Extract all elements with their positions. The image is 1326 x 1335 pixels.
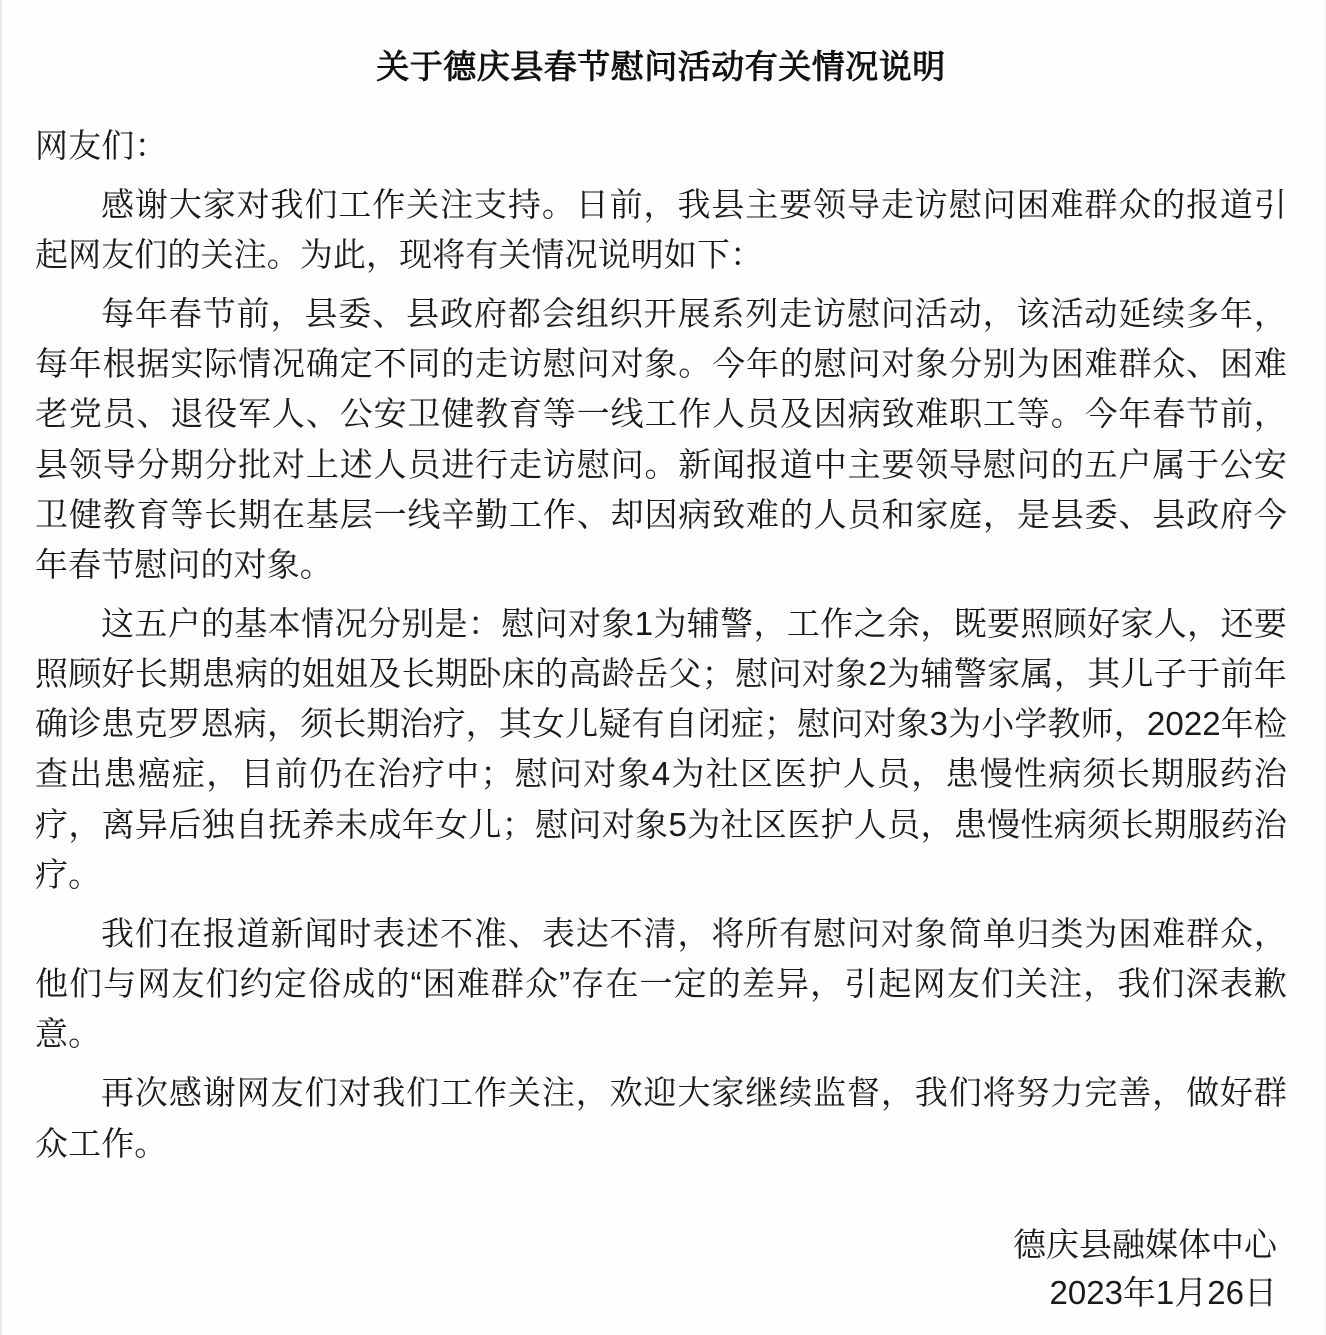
paragraph-5: 再次感谢网友们对我们工作关注，欢迎大家继续监督，我们将努力完善，做好群众工作。 [35,1074,1287,1162]
paragraph-1: 感谢大家对我们工作关注支持。日前，我县主要领导走访慰问困难群众的报道引起网友们的关注。为此，现将有关情况说明如下： [35,185,1287,273]
paragraph-3: 这五户的基本情况分别是：慰问对象1为辅警，工作之余，既要照顾好家人，还要照顾好长期患病的姐姐及长期卧床的高龄岳父；慰问对象2为辅警家属，其儿子于前年确诊患克罗恩病，须长期治疗，其女儿疑有自闭症；慰问对象3为小学教师，2022年检查出患癌症，目前仍在治疗中；慰问对象4为社区医护人员，患慢性病须长期服药治疗，离异后独自抚养未成年女儿；慰问对象5为社区医护人员，患慢性病须长期服药治疗。 [35,605,1287,893]
page-title: 关于德庆县春节慰问活动有关情况说明 [376,48,946,85]
paragraph-2: 每年春节前，县委、县政府都会组织开展系列走访慰问活动，该活动延续多年，每年根据实际情况确定不同的走访慰问对象。今年的慰问对象分别为困难群众、困难老党员、退役军人、公安卫健教育等一线工作人员及因病致难职工等。今年春节前，县领导分期分批对上述人员进行走访慰问。新闻报道中主要领导慰问的五户属于公安卫健教育等长期在基层一线辛勤工作、却因病致难的人员和家庭，是县委、县政府今年春节慰问的对象。 [35,295,1287,583]
signature-block [1013,1221,1277,1317]
salutation: 网友们： [35,126,168,164]
signature-date: 2023年1月26日 [1049,1274,1277,1312]
document-body [35,180,1287,1169]
signature-organization: 德庆县融媒体中心 [1013,1226,1277,1264]
paragraph-4: 我们在报道新闻时表述不准、表达不清，将所有慰问对象简单归类为困难群众，他们与网友们约定俗成的“困难群众”存在一定的差异，引起网友们关注，我们深表歉意。 [35,914,1287,1053]
